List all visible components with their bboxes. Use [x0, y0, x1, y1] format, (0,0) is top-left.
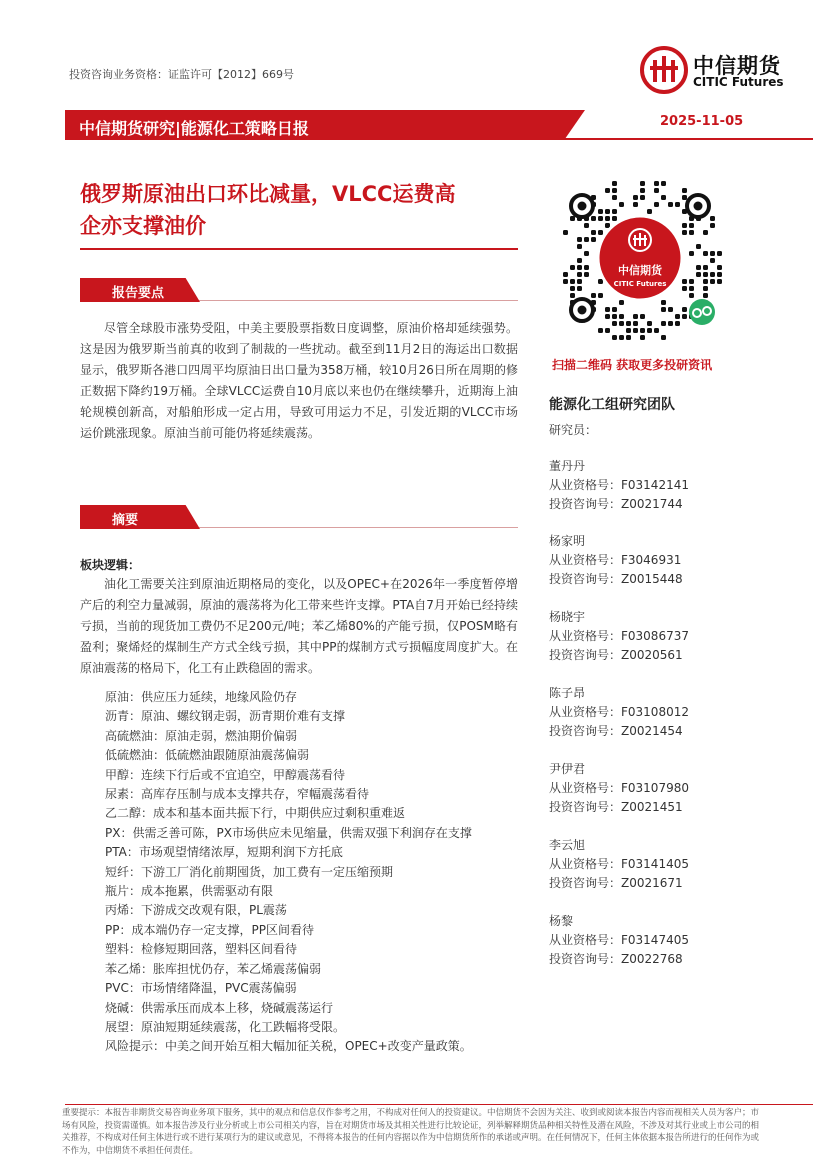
team-subtitle: 研究员：	[549, 423, 598, 437]
list-item: 短纤：下游工厂消化前期囤货，加工费有一定压缩预期	[105, 864, 394, 879]
report-banner	[65, 110, 592, 140]
member-name: 杨黎	[549, 914, 574, 928]
member-cert: 投资咨询号：Z0020561	[549, 648, 683, 662]
footer-divider	[65, 1104, 813, 1105]
team-title: 能源化工组研究团队	[549, 397, 675, 413]
qr-logo-en: CITIC Futures	[613, 280, 667, 288]
member-cert: 投资咨询号：Z0015448	[549, 572, 683, 586]
logo-cn-text: 中信期货	[693, 54, 781, 78]
list-item: 丙烯：下游成交改观有限，PL震荡	[105, 903, 287, 918]
member-cert: 从业资格号：F03108012	[549, 705, 689, 719]
list-item: 低硫燃油：低硫燃油跟随原油震荡偏弱	[105, 748, 310, 763]
list-item: PP：成本端仍存一定支撑，PP区间看待	[105, 922, 314, 937]
qr-logo-cn: 中信期货	[618, 264, 662, 277]
block-logic-text: 油化工需要关注到原油近期格局的变化，以及OPEC+在2026年一季度暂停增产后的利空力量减弱，原油的震荡将为化工带来些许支撑。PTA自7月开始已经持续亏损，当前的现货加工费仍不足200元/吨；苯乙烯80%的产能亏损，仅POSM略有盈利；聚烯烃的煤制生产方式全线亏损，其中PP的煤制方式亏损幅度周度扩大。在原油震荡的格局下，化工有止跌稳固的需求。	[80, 577, 518, 675]
member-name: 李云旭	[549, 838, 586, 852]
list-item: 沥青：原油、螺纹钢走弱，沥青期价难有支撑	[105, 709, 346, 724]
member-name: 尹伊君	[549, 762, 586, 776]
member-cert: 投资咨询号：Z0021451	[549, 800, 683, 814]
qr-code-image	[552, 170, 728, 346]
member-cert: 从业资格号：F03147405	[549, 933, 689, 947]
report-title-line2: 企亦支撑油价	[80, 214, 206, 238]
qr-caption: 扫描二维码 获取更多投研资讯	[552, 358, 713, 372]
license-text: 投资咨询业务资格：证监许可【2012】669号	[69, 68, 294, 81]
member-cert: 投资咨询号：Z0021744	[549, 497, 683, 511]
member-cert: 从业资格号：F03107980	[549, 781, 689, 795]
logo-en-text: CITIC Futures	[693, 75, 784, 89]
member-cert: 从业资格号：F03142141	[549, 478, 689, 492]
team-member	[549, 760, 689, 817]
list-item: 塑料：检修短期回落，塑料区间看待	[105, 942, 298, 957]
list-item: PTA：市场观望情绪浓厚，短期利润下方托底	[105, 845, 343, 860]
team-member	[549, 457, 689, 514]
title-divider	[80, 248, 518, 250]
member-cert: 从业资格号：F3046931	[549, 553, 682, 567]
list-item: 甲醇：连续下行后或不宜追空，甲醇震荡看待	[105, 767, 346, 782]
member-cert: 投资咨询号：Z0021454	[549, 724, 683, 738]
report-title-line1: 俄罗斯原油出口环比减量，VLCC运费高	[80, 182, 456, 206]
member-name: 杨晓宇	[549, 610, 586, 624]
list-item: 瓶片：成本拖累，供需驱动有限	[105, 884, 274, 899]
citic-emblem-icon	[640, 46, 688, 94]
list-item: 原油：供应压力延续，地缘风险仍存	[105, 690, 298, 704]
list-item: PX：供需乏善可陈，PX市场供应未见缩量，供需双强下利润存在支撑	[105, 825, 472, 840]
member-cert: 从业资格号：F03141405	[549, 857, 689, 871]
commodity-view-list	[105, 688, 525, 1057]
qr-code[interactable]	[552, 170, 728, 346]
member-name: 陈子昂	[549, 686, 586, 700]
mini-program-icon	[689, 299, 715, 325]
team-member	[549, 684, 689, 741]
member-cert: 从业资格号：F03086737	[549, 629, 689, 643]
list-item: 风险提示：中美之间开始互相大幅加征关税，OPEC+改变产量政策。	[105, 1039, 472, 1054]
disclaimer-text: 重要提示：本报告非期货交易咨询业务项下服务，其中的观点和信息仅作参考之用，不构成对任何人的投资建议。中信期货不会因为关注、收到或阅读本报告内容而视相关人员为客户；市场有风险，投资需谨慎。如本报告涉及行业分析或上市公司相关内容，旨在对期货市场及其相关性进行比较论证，列举解释期货品种相关特性及潜在风险，不涉及对其行业或上市公司的相关推荐，不构成对任何主体进行或不进行某项行为的建议或意见，不得将本报告的任何内容据以作为中信期货所作的承诺或声明。在任何情况下，任何主体依据本报告所进行的任何作为或不作为，中信期货不承担任何责任。	[62, 1108, 760, 1156]
list-item: 高硫燃油：原油走弱，燃油期价偏弱	[105, 728, 298, 743]
summary-header	[80, 505, 518, 529]
member-cert: 投资咨询号：Z0021671	[549, 876, 683, 890]
citic-futures-logo	[640, 46, 810, 96]
member-cert: 投资咨询号：Z0022768	[549, 952, 683, 966]
team-member	[549, 608, 689, 665]
banner-title: 中信期货研究|能源化工策略日报	[79, 119, 309, 138]
team-member	[549, 532, 683, 589]
key-points-text: 尽管全球股市涨势受阻，中美主要股票指数日度调整，原油价格却延续强势。这是因为俄罗斯当前真的收到了制裁的一些扰动。截至到11月2日的海运出口数据显示，俄罗斯各港口四周平均原油日出口量为358万桶，较10月26日所在周期的修正数据下降约19万桶。全球VLCC运费自10月底以来也仍在继续攀升，近期海上油轮规模创新高，对船舶形成一定占用，导致可用运力不足，引发近期的VLCC市场运价跳涨现象。原油当前可能仍将延续震荡。	[80, 321, 518, 440]
team-member	[549, 836, 689, 893]
summary-label: 摘要	[112, 513, 139, 528]
team-member	[549, 912, 689, 969]
report-title	[80, 178, 520, 242]
report-date: 2025-11-05	[660, 114, 744, 129]
member-name: 杨家明	[549, 534, 586, 548]
list-item: 苯乙烯：胀库担忧仍存，苯乙烯震荡偏弱	[105, 961, 322, 976]
list-item: PVC：市场情绪降温，PVC震荡偏弱	[105, 981, 297, 996]
list-item: 乙二醇：成本和基本面共振下行，中期供应过剩积重难返	[105, 806, 406, 821]
block-logic-title: 板块逻辑：	[80, 558, 141, 572]
list-item: 烧碱：供需承压而成本上移，烧碱震荡运行	[105, 1000, 334, 1015]
key-points-header	[80, 278, 518, 302]
list-item: 尿素：高库存压制与成本支撑共存，窄幅震荡看待	[105, 787, 370, 802]
key-points-label: 报告要点	[112, 286, 165, 301]
list-item: 展望：原油短期延续震荡，化工跌幅将受限。	[105, 1019, 346, 1034]
member-name: 董丹丹	[549, 459, 586, 473]
header-divider	[65, 138, 813, 140]
